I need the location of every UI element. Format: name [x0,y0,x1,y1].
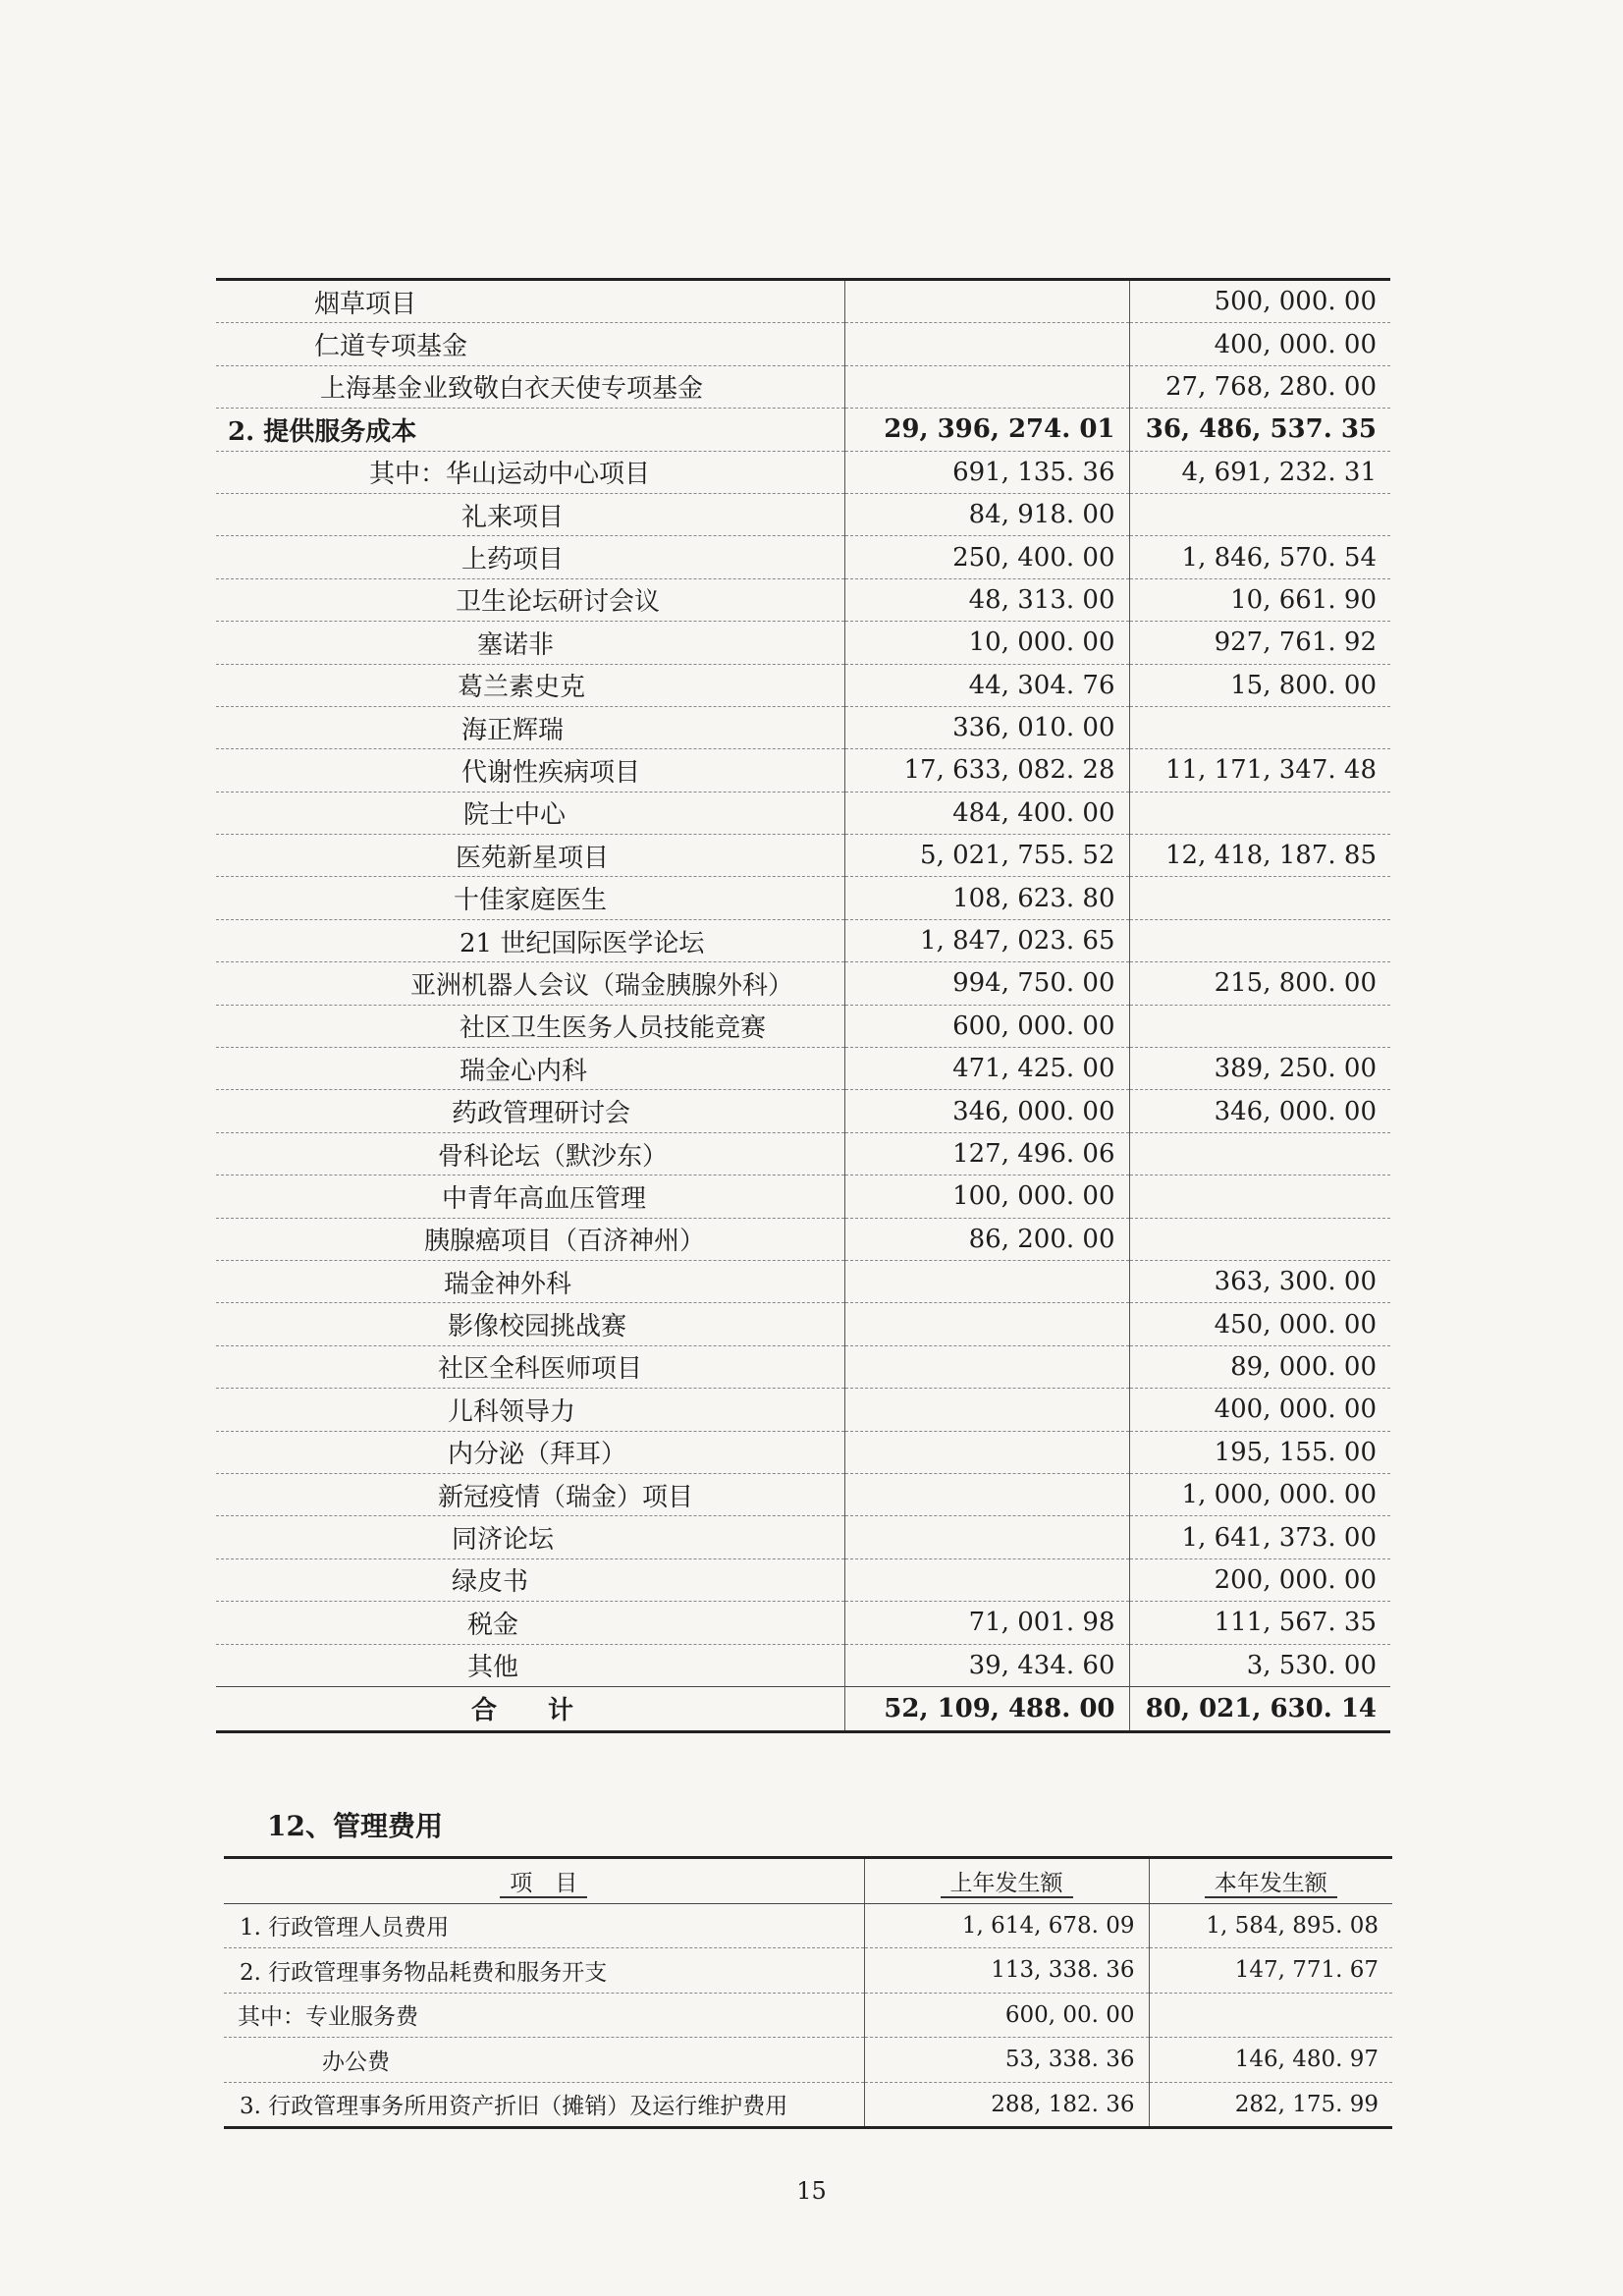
table-row [216,1005,1390,1047]
table-row [224,1948,1392,1994]
header-prev-year: 上年发生额 [864,1858,1149,1904]
table-row [216,962,1390,1005]
header-item: 项 目 [224,1858,864,1904]
item-label: 烟草项目 [216,280,844,323]
item-label: 医苑新星项目 [216,835,844,877]
item-label: 办公费 [224,2038,864,2083]
page-number: 15 [796,2177,827,2205]
prev-year-amount [844,1431,1129,1473]
item-label: 上药项目 [216,536,844,578]
table-row [216,409,1390,451]
curr-year-amount: 3, 530. 00 [1129,1644,1390,1686]
prev-year-amount: 44, 304. 76 [844,664,1129,706]
curr-year-amount: 89, 000. 00 [1129,1345,1390,1388]
item-label: 卫生论坛研讨会议 [216,578,844,621]
table-row [216,706,1390,748]
item-label: 2. 行政管理事务物品耗费和服务开支 [224,1948,864,1994]
prev-year-amount: 1, 614, 678. 09 [864,1903,1149,1948]
item-label: 瑞金神外科 [216,1260,844,1302]
item-label: 合 计 [216,1686,844,1731]
table-row [216,280,1390,323]
item-label: 影像校园挑战赛 [216,1303,844,1345]
table-row [224,2038,1392,2083]
table-row [216,1132,1390,1175]
item-label: 同济论坛 [216,1516,844,1558]
item-label: 儿科领导力 [216,1389,844,1431]
curr-year-amount [1129,1005,1390,1047]
prev-year-amount: 1, 847, 023. 65 [844,919,1129,961]
table-row [216,1473,1390,1515]
curr-year-amount: 200, 000. 00 [1129,1558,1390,1601]
table-row [216,1260,1390,1302]
table-row [216,749,1390,792]
item-label: 海正辉瑞 [216,706,844,748]
prev-year-amount: 17, 633, 082. 28 [844,749,1129,792]
prev-year-amount [844,1516,1129,1558]
curr-year-amount: 389, 250. 00 [1129,1048,1390,1090]
service-cost-table-body [216,280,1390,1732]
prev-year-amount: 484, 400. 00 [844,792,1129,834]
curr-year-amount: 111, 567. 35 [1129,1602,1390,1644]
prev-year-amount [844,1389,1129,1431]
item-label: 药政管理研讨会 [216,1090,844,1132]
table-row [216,578,1390,621]
item-label: 其中：华山运动中心项目 [216,451,844,493]
prev-year-amount: 600, 000. 00 [844,1005,1129,1047]
table-row [216,1303,1390,1345]
prev-year-amount: 48, 313. 00 [844,578,1129,621]
prev-year-amount [844,1473,1129,1515]
admin-expense-table [224,1856,1392,2129]
table-row [224,1903,1392,1948]
item-label: 亚洲机器人会议（瑞金胰腺外科） [216,962,844,1005]
table-row [216,1218,1390,1260]
table-row [216,622,1390,664]
table-row [216,1516,1390,1558]
item-label: 新冠疫情（瑞金）项目 [216,1473,844,1515]
item-label: 2. 提供服务成本 [216,409,844,451]
prev-year-amount: 84, 918. 00 [844,493,1129,535]
prev-year-amount: 39, 434. 60 [844,1644,1129,1686]
prev-year-amount [844,1303,1129,1345]
curr-year-amount: 195, 155. 00 [1129,1431,1390,1473]
curr-year-amount: 4, 691, 232. 31 [1129,451,1390,493]
item-label: 税金 [216,1602,844,1644]
curr-year-amount: 215, 800. 00 [1129,962,1390,1005]
curr-year-amount [1129,493,1390,535]
header-curr-year: 本年发生额 [1149,1858,1392,1904]
table-row [216,493,1390,535]
table-row [216,1090,1390,1132]
item-label: 3. 行政管理事务所用资产折旧（摊销）及运行维护费用 [224,2082,864,2128]
curr-year-amount [1129,792,1390,834]
table-row [216,792,1390,834]
item-label: 塞诺非 [216,622,844,664]
item-label: 绿皮书 [216,1558,844,1601]
curr-year-amount [1129,919,1390,961]
table-row [216,1345,1390,1388]
curr-year-amount: 363, 300. 00 [1129,1260,1390,1302]
curr-year-amount [1149,1993,1392,2038]
prev-year-amount: 691, 135. 36 [844,451,1129,493]
prev-year-amount [844,1345,1129,1388]
curr-year-amount: 282, 175. 99 [1149,2082,1392,2128]
curr-year-amount: 15, 800. 00 [1129,664,1390,706]
prev-year-amount: 71, 001. 98 [844,1602,1129,1644]
item-label: 礼来项目 [216,493,844,535]
table-row [216,877,1390,919]
table-row [224,2082,1392,2128]
table-row [216,1431,1390,1473]
prev-year-amount: 250, 400. 00 [844,536,1129,578]
curr-year-amount: 27, 768, 280. 00 [1129,365,1390,408]
admin-expense-table-body [224,1858,1392,2128]
prev-year-amount: 600, 00. 00 [864,1993,1149,2038]
prev-year-amount [844,323,1129,365]
table-row [216,835,1390,877]
prev-year-amount: 52, 109, 488. 00 [844,1686,1129,1731]
curr-year-amount: 11, 171, 347. 48 [1129,749,1390,792]
prev-year-amount [844,365,1129,408]
item-label: 胰腺癌项目（百济神州） [216,1218,844,1260]
table-row [216,1686,1390,1731]
table-header-row [224,1858,1392,1904]
curr-year-amount: 147, 771. 67 [1149,1948,1392,1994]
item-label: 葛兰素史克 [216,664,844,706]
table-row [216,1048,1390,1090]
curr-year-amount [1129,877,1390,919]
prev-year-amount [844,1260,1129,1302]
curr-year-amount [1129,1175,1390,1218]
item-label: 社区全科医师项目 [216,1345,844,1388]
table-row [216,1644,1390,1686]
table-row [216,451,1390,493]
curr-year-amount: 1, 000, 000. 00 [1129,1473,1390,1515]
curr-year-amount [1129,1132,1390,1175]
item-label: 社区卫生医务人员技能竞赛 [216,1005,844,1047]
item-label: 中青年高血压管理 [216,1175,844,1218]
item-label: 仁道专项基金 [216,323,844,365]
curr-year-amount: 400, 000. 00 [1129,1389,1390,1431]
prev-year-amount: 86, 200. 00 [844,1218,1129,1260]
prev-year-amount: 113, 338. 36 [864,1948,1149,1994]
item-label: 其中：专业服务费 [224,1993,864,2038]
table-row [216,1602,1390,1644]
prev-year-amount: 5, 021, 755. 52 [844,835,1129,877]
curr-year-amount: 1, 641, 373. 00 [1129,1516,1390,1558]
curr-year-amount: 346, 000. 00 [1129,1090,1390,1132]
service-cost-table [216,278,1390,1733]
section-title: 12、管理费用 [267,1810,443,1842]
table-row [216,1389,1390,1431]
prev-year-amount: 288, 182. 36 [864,2082,1149,2128]
prev-year-amount: 10, 000. 00 [844,622,1129,664]
curr-year-amount: 146, 480. 97 [1149,2038,1392,2083]
table-row [216,365,1390,408]
curr-year-amount: 1, 584, 895. 08 [1149,1903,1392,1948]
prev-year-amount: 127, 496. 06 [844,1132,1129,1175]
item-label: 内分泌（拜耳） [216,1431,844,1473]
curr-year-amount: 80, 021, 630. 14 [1129,1686,1390,1731]
table-row [216,536,1390,578]
item-label: 十佳家庭医生 [216,877,844,919]
prev-year-amount [844,1558,1129,1601]
curr-year-amount: 1, 846, 570. 54 [1129,536,1390,578]
prev-year-amount: 471, 425. 00 [844,1048,1129,1090]
curr-year-amount: 12, 418, 187. 85 [1129,835,1390,877]
curr-year-amount [1129,706,1390,748]
prev-year-amount: 336, 010. 00 [844,706,1129,748]
item-label: 代谢性疾病项目 [216,749,844,792]
item-label: 其他 [216,1644,844,1686]
curr-year-amount: 450, 000. 00 [1129,1303,1390,1345]
curr-year-amount: 500, 000. 00 [1129,280,1390,323]
prev-year-amount: 994, 750. 00 [844,962,1129,1005]
table-row [216,919,1390,961]
item-label: 瑞金心内科 [216,1048,844,1090]
item-label: 骨科论坛（默沙东） [216,1132,844,1175]
curr-year-amount: 400, 000. 00 [1129,323,1390,365]
item-label: 21 世纪国际医学论坛 [216,919,844,961]
table-row [216,323,1390,365]
prev-year-amount [844,280,1129,323]
curr-year-amount [1129,1218,1390,1260]
table-row [216,1558,1390,1601]
table-row [216,664,1390,706]
table-row [216,1175,1390,1218]
prev-year-amount: 100, 000. 00 [844,1175,1129,1218]
prev-year-amount: 53, 338. 36 [864,2038,1149,2083]
item-label: 院士中心 [216,792,844,834]
curr-year-amount: 10, 661. 90 [1129,578,1390,621]
prev-year-amount: 346, 000. 00 [844,1090,1129,1132]
table-row [224,1993,1392,2038]
curr-year-amount: 36, 486, 537. 35 [1129,409,1390,451]
curr-year-amount: 927, 761. 92 [1129,622,1390,664]
item-label: 1. 行政管理人员费用 [224,1903,864,1948]
item-label: 上海基金业致敬白衣天使专项基金 [216,365,844,408]
prev-year-amount: 108, 623. 80 [844,877,1129,919]
prev-year-amount: 29, 396, 274. 01 [844,409,1129,451]
